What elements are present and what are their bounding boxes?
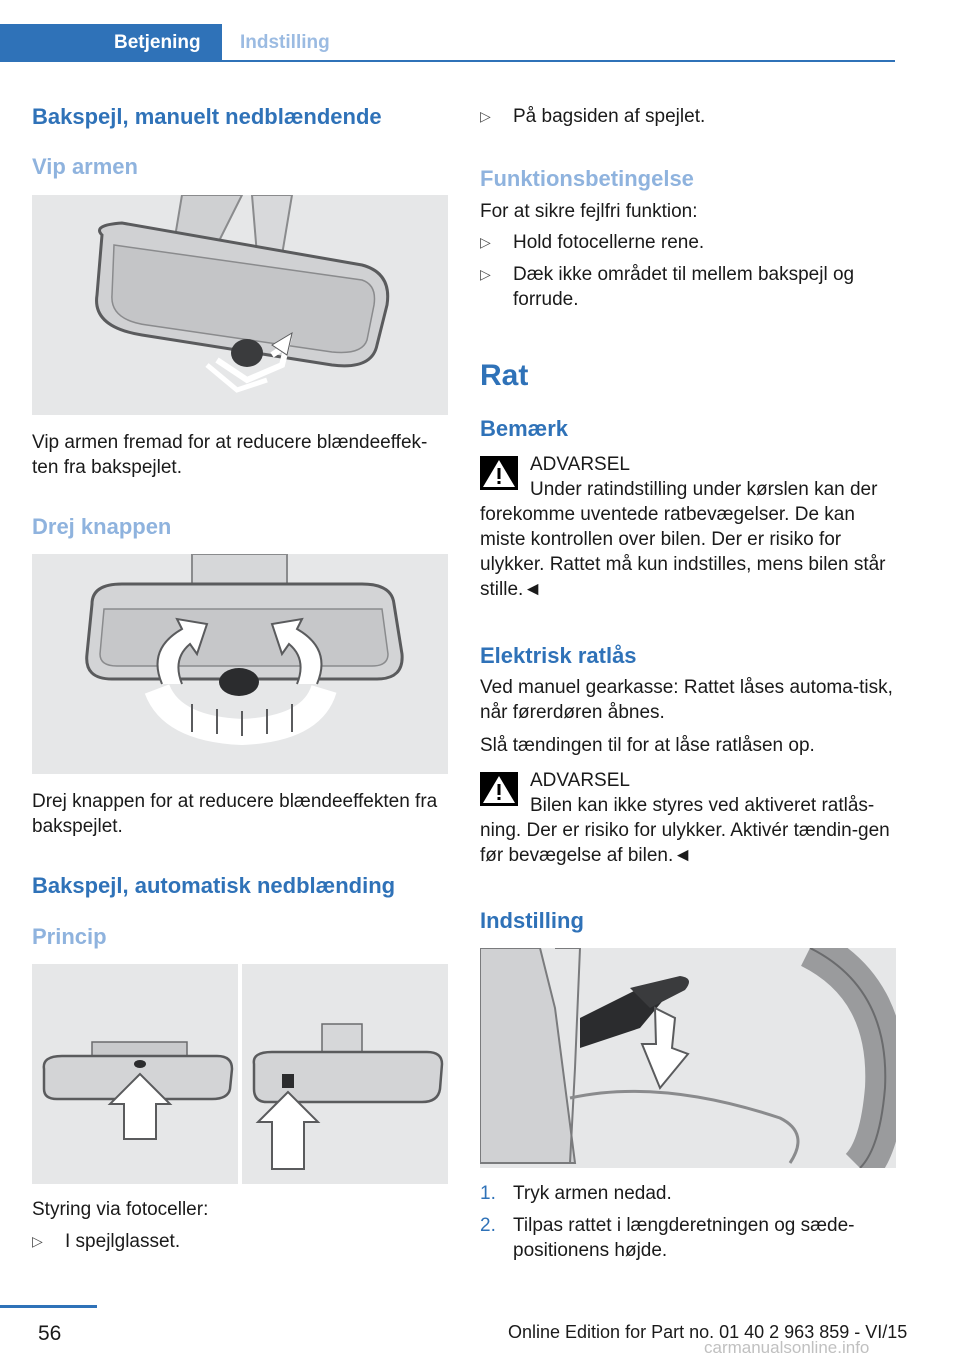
text-styring: Styring via fotoceller: bbox=[32, 1199, 209, 1220]
bullet-triangle-icon: ▷ bbox=[480, 266, 491, 282]
warning-body: Bilen kan ikke styres ved aktiveret ratlås-ning. Der er risiko for ulykker. Aktivér tændin-gen før bevægelse af bilen.◄ bbox=[480, 795, 890, 866]
heading-drej-knappen: Drej knappen bbox=[32, 514, 172, 539]
text-drej-instruction: Drej knappen for at reducere blændeeffekten fra bakspejlet. bbox=[32, 791, 438, 837]
warning-title: ADVARSEL bbox=[530, 454, 630, 475]
text-funktion: For at sikre fejlfri funktion: bbox=[480, 201, 698, 222]
figure-mirror-knob bbox=[32, 554, 448, 774]
text-vip-instruction: Vip armen fremad for at reducere blændeeffek-ten fra bakspejlet. bbox=[32, 432, 428, 478]
heading-funktionsbetingelse: Funktionsbetingelse bbox=[480, 166, 694, 191]
heading-auto-mirror: Bakspejl, automatisk nedblænding bbox=[32, 873, 396, 898]
bullet-text: Dæk ikke området til mellem bakspejl og forrude. bbox=[513, 264, 855, 310]
bullet-triangle-icon: ▷ bbox=[32, 1233, 43, 1249]
text-ratlaas-1: Ved manuel gearkasse: Rattet låses automa-tisk, når førerdøren åbnes. bbox=[480, 677, 893, 723]
step-text: Tilpas rattet i længderetningen og sæde-positionens højde. bbox=[513, 1215, 855, 1261]
heading-rat: Rat bbox=[480, 359, 529, 392]
figure-mirror-lever bbox=[32, 195, 448, 415]
figure-photocells bbox=[32, 964, 448, 1184]
heading-vip-armen: Vip armen bbox=[32, 154, 138, 179]
header-rule bbox=[0, 60, 895, 62]
text-ratlaas-2: Slå tændingen til for at låse ratlåsen op. bbox=[480, 735, 815, 756]
heading-bemaerk: Bemærk bbox=[480, 416, 569, 441]
tab-betjening[interactable]: Betjening bbox=[0, 24, 222, 61]
step-text: Tryk armen nedad. bbox=[513, 1183, 672, 1204]
warning-title: ADVARSEL bbox=[530, 770, 630, 791]
heading-elektrisk-ratlaas: Elektrisk ratlås bbox=[480, 643, 637, 668]
footer-edition: Online Edition for Part no. 01 40 2 963 859 - VI/15 bbox=[508, 1322, 908, 1342]
tab-indstilling[interactable]: Indstilling bbox=[240, 32, 330, 53]
bullet-text: Hold fotocellerne rene. bbox=[513, 232, 705, 253]
bullet-triangle-icon: ▷ bbox=[480, 108, 491, 124]
step-number: 2. bbox=[480, 1215, 496, 1236]
bullet-text: På bagsiden af spejlet. bbox=[513, 106, 706, 127]
footer-rule bbox=[0, 1305, 97, 1308]
page-number: 56 bbox=[38, 1322, 62, 1345]
footer-watermark: carmanualsonline.info bbox=[704, 1338, 870, 1357]
bullet-text: I spejlglasset. bbox=[65, 1231, 181, 1252]
step-number: 1. bbox=[480, 1183, 496, 1204]
heading-manual-mirror: Bakspejl, manuelt nedblændende bbox=[32, 104, 382, 129]
warning-body: Under ratindstilling under kørslen kan der forekomme uventede ratbevægelser. De kan miste kontrollen over bilen. Der er risiko for ulykker. Rattet må kun indstilles, mens bilen står stille.◄ bbox=[480, 479, 886, 600]
page-header bbox=[0, 0, 895, 62]
figure-steering-lever bbox=[480, 948, 896, 1168]
heading-princip: Princip bbox=[32, 924, 107, 949]
bullet-triangle-icon: ▷ bbox=[480, 234, 491, 250]
heading-indstilling: Indstilling bbox=[480, 908, 584, 933]
